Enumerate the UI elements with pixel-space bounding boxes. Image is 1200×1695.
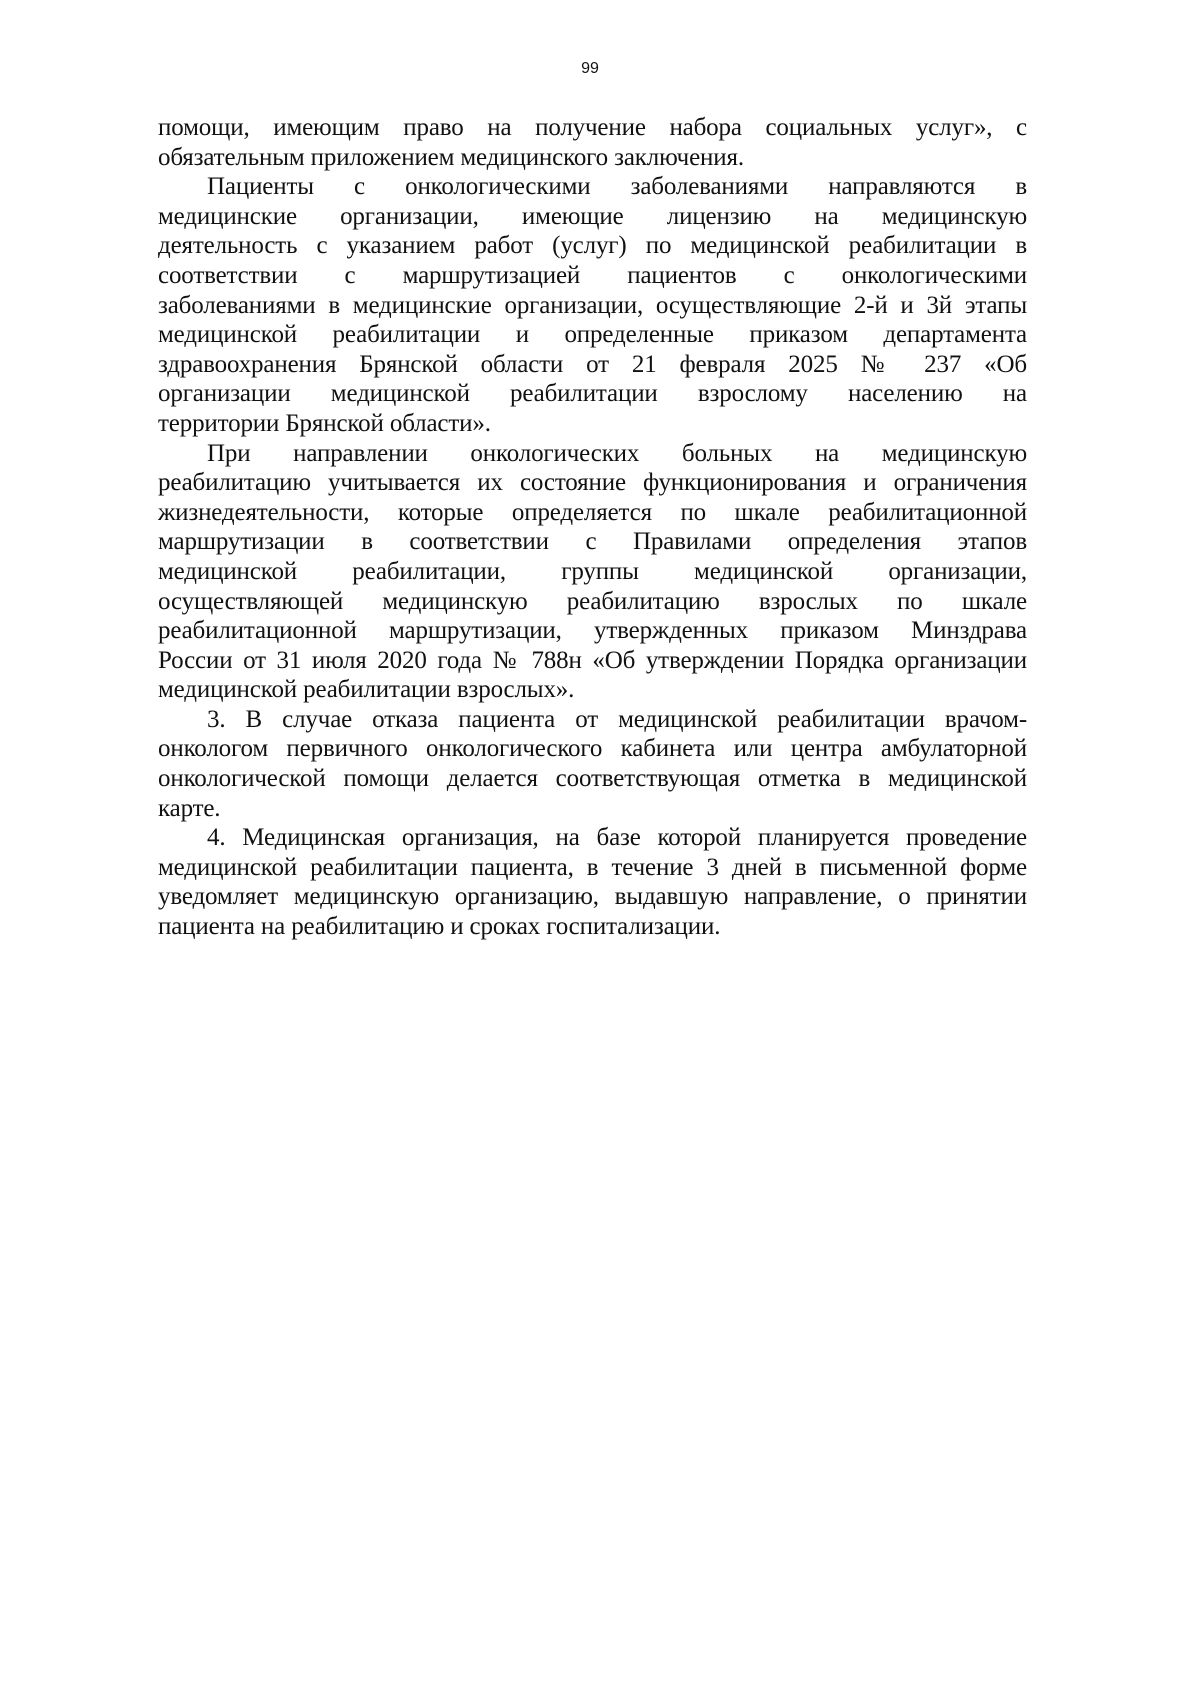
text-line: маршрутизации в соответствии с Правилами определения этапов [158,528,1027,556]
paragraph [158,172,1027,438]
paragraph [158,705,1027,823]
paragraph [158,439,1027,705]
text-line: территории Брянской области». [158,409,491,437]
text-line: онкологом первичного онкологического кабинета или центра амбулаторной [158,735,1027,763]
text-line: заболеваниями в медицинские организации, осуществляющие 2-й и 3й этапы [158,291,1027,319]
text-line: уведомляет медицинскую организацию, выдавшую направление, о принятии [158,883,1027,911]
text-line: медицинской реабилитации пациента, в течение 3 дней в письменной форме [158,853,1027,881]
text-line: России от 31 июля 2020 года № 788н «Об утверждении Порядка организации [158,646,1027,674]
text-line: медицинские организации, имеющие лицензию на медицинскую [158,202,1027,230]
text-line: жизнедеятельности, которые определяется по шкале реабилитационной [158,498,1027,526]
text-line: Пациенты с онкологическими заболеваниями направляются в [207,173,1027,201]
paragraph [158,113,1027,172]
text-line: помощи, имеющим право на получение набора социальных услуг», с [158,114,1027,141]
text-line: медицинской реабилитации и определенные приказом департамента [158,321,1027,349]
text-line: деятельность с указанием работ (услуг) по медицинской реабилитации в [158,232,1027,260]
text-line: организации медицинской реабилитации взрослому населению на [158,380,1027,408]
paragraph [158,823,1027,941]
text-line: медицинской реабилитации взрослых». [158,676,575,704]
text-line: онкологической помощи делается соответствующая отметка в медицинской [158,765,1027,793]
text-line: здравоохранения Брянской области от 21 февраля 2025 № 237 «Об [158,350,1027,378]
text-line: При направлении онкологических больных на медицинскую [207,439,1027,467]
document-body [158,113,1027,942]
text-line: реабилитацию учитывается их состояние функционирования и ограничения [158,469,1027,497]
text-line: соответствии с маршрутизацией пациентов с онкологическими [158,261,1027,289]
text-line: пациента на реабилитацию и сроках госпитализации. [158,913,721,941]
text-line: 3. В случае отказа пациента от медицинской реабилитации врачом- [207,705,1027,733]
page-number: 99 [581,60,599,77]
text-line: реабилитационной маршрутизации, утвержденных приказом Минздрава [158,617,1027,645]
text-line: 4. Медицинская организация, на базе которой планируется проведение [207,824,1027,852]
text-line: обязательным приложением медицинского заключения. [158,143,744,171]
text-line: осуществляющей медицинскую реабилитацию взрослых по шкале [158,587,1027,615]
text-line: медицинской реабилитации, группы медицинской организации, [158,557,1027,585]
text-line: карте. [158,794,221,822]
